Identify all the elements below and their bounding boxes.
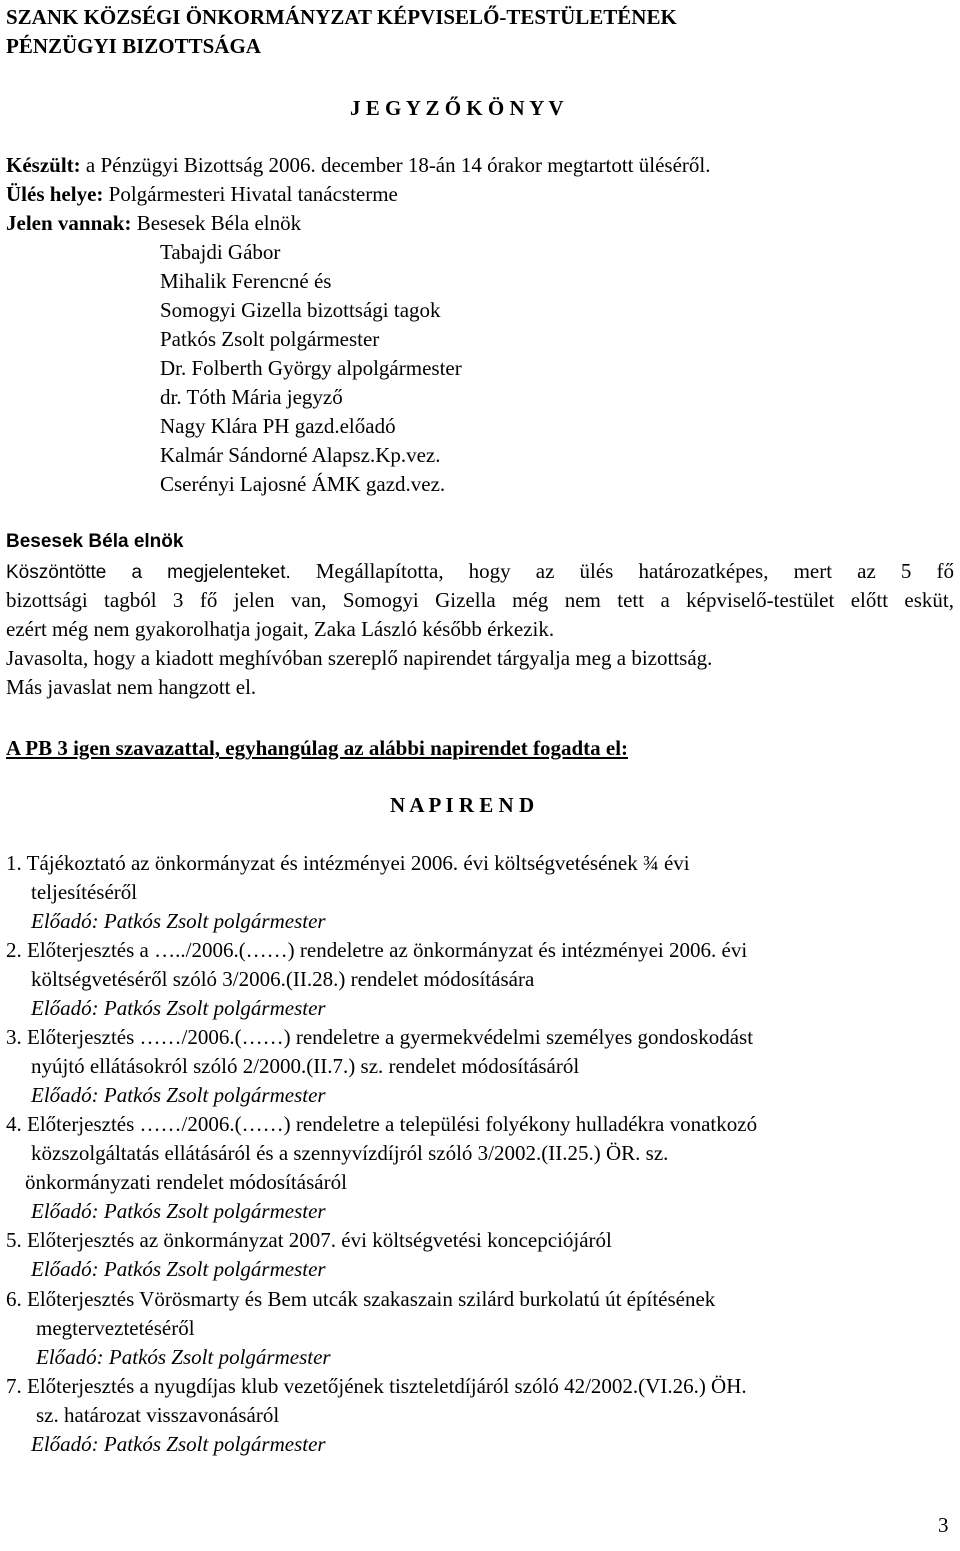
jelen-first: Besesek Béla elnök (131, 211, 302, 235)
keszult-label: Készült: (6, 153, 81, 177)
agenda-item-4: 4. Előterjesztés ……/2006.(……) rendeletre a települési folyékony hulladékra vonatkozó (6, 1112, 758, 1136)
attendee: Kalmár Sándorné Alapsz.Kp.vez. (160, 443, 441, 467)
body-line-2: bizottsági tagból 3 fő jelen van, Somogyi Gizella még nem tett a képviselő-testület előtt esküt, (6, 588, 954, 612)
agenda-item-7-presenter: Előadó: Patkós Zsolt polgármester (31, 1432, 326, 1456)
body-line-1 (6, 558, 954, 586)
agenda-item-7-cont: sz. határozat visszavonásáról (36, 1403, 280, 1427)
attendee: Nagy Klára PH gazd.előadó (160, 414, 396, 438)
attendee: Cserényi Lajosné ÁMK gazd.vez. (160, 472, 446, 496)
body-paragraph-3: Más javaslat nem hangzott el. (6, 675, 257, 699)
agenda-item-2-cont: költségvetéséről szóló 3/2006.(II.28.) rendelet módosítására (31, 967, 535, 991)
keszult-line (6, 152, 710, 178)
attendee: Dr. Folberth György alpolgármester (160, 356, 462, 380)
agenda-item-4-cont: közszolgáltatás ellátásáról és a szennyvízdíjról szóló 3/2002.(II.25.) ÖR. sz. (31, 1141, 669, 1165)
page-number: 3 (938, 1513, 949, 1537)
keszult-value: a Pénzügyi Bizottság 2006. december 18-án 14 órakor megtartott üléséről. (80, 153, 711, 177)
agenda-item-4-presenter: Előadó: Patkós Zsolt polgármester (31, 1199, 326, 1223)
body-line-3: ezért még nem gyakorolhatja jogait, Zaka László később érkezik. (6, 617, 555, 641)
body-line-1-rest: Megállapította, hogy az ülés határozatképes, mert az 5 fő (290, 559, 954, 583)
jelen-label: Jelen vannak: (6, 211, 132, 235)
agenda-item-6-presenter: Előadó: Patkós Zsolt polgármester (36, 1345, 331, 1369)
agenda-item-6: 6. Előterjesztés Vörösmarty és Bem utcák szakaszain szilárd burkolatú út építésének (6, 1287, 716, 1311)
attendee: Somogyi Gizella bizottsági tagok (160, 298, 441, 322)
attendee: dr. Tóth Mária jegyző (160, 385, 343, 409)
header-line-1: SZANK KÖZSÉGI ÖNKORMÁNYZAT KÉPVISELŐ-TESTÜLETÉNEK (6, 5, 677, 29)
jelen-line (6, 210, 301, 236)
agenda-item-5: 5. Előterjesztés az önkormányzat 2007. évi költségvetési koncepciójáról (6, 1228, 612, 1252)
attendee: Mihalik Ferencné és (160, 269, 332, 293)
ules-helye-value: Polgármesteri Hivatal tanácsterme (103, 182, 398, 206)
attendee: Tabajdi Gábor (160, 240, 281, 264)
document-title: J E G Y Z Ő K Ö N Y V (350, 96, 564, 120)
resolution-text: A PB 3 igen szavazattal, egyhangúlag az alábbi napirendet fogadta el: (6, 736, 629, 760)
attendee: Patkós Zsolt polgármester (160, 327, 380, 351)
agenda-item-3: 3. Előterjesztés ……/2006.(……) rendeletre a gyermekvédelmi személyes gondoskodást (6, 1025, 754, 1049)
agenda-item-1-cont: teljesítéséről (31, 880, 138, 904)
greeting: Köszöntötte a megjelenteket. (6, 562, 291, 583)
agenda-item-2: 2. Előterjesztés a …../2006.(……) rendeletre az önkormányzat és intézményei 2006. évi (6, 938, 748, 962)
agenda-item-3-presenter: Előadó: Patkós Zsolt polgármester (31, 1083, 326, 1107)
agenda-item-6-cont: megterveztetéséről (36, 1316, 195, 1340)
ules-helye-line (6, 181, 398, 207)
header-line-2: PÉNZÜGYI BIZOTTSÁGA (6, 34, 261, 58)
agenda-item-5-presenter: Előadó: Patkós Zsolt polgármester (31, 1257, 326, 1281)
ules-helye-label: Ülés helye: (6, 182, 104, 206)
agenda-item-3-cont: nyújtó ellátásokról szóló 2/2000.(II.7.) sz. rendelet módosításáról (31, 1054, 580, 1078)
agenda-title: N A P I R E N D (390, 793, 535, 817)
agenda-item-2-presenter: Előadó: Patkós Zsolt polgármester (31, 996, 326, 1020)
speaker-heading: Besesek Béla elnök (6, 531, 184, 552)
agenda-item-1: 1. Tájékoztató az önkormányzat és intézményei 2006. évi költségvetésének ¾ évi (6, 851, 690, 875)
body-paragraph-2: Javasolta, hogy a kiadott meghívóban szereplő napirendet tárgyalja meg a bizottság. (6, 646, 713, 670)
agenda-item-7: 7. Előterjesztés a nyugdíjas klub vezetőjének tiszteletdíjáról szóló 42/2002.(VI.26.) ÖH. (6, 1374, 747, 1398)
agenda-item-1-presenter: Előadó: Patkós Zsolt polgármester (31, 909, 326, 933)
agenda-item-4-cont: önkormányzati rendelet módosításáról (25, 1170, 347, 1194)
